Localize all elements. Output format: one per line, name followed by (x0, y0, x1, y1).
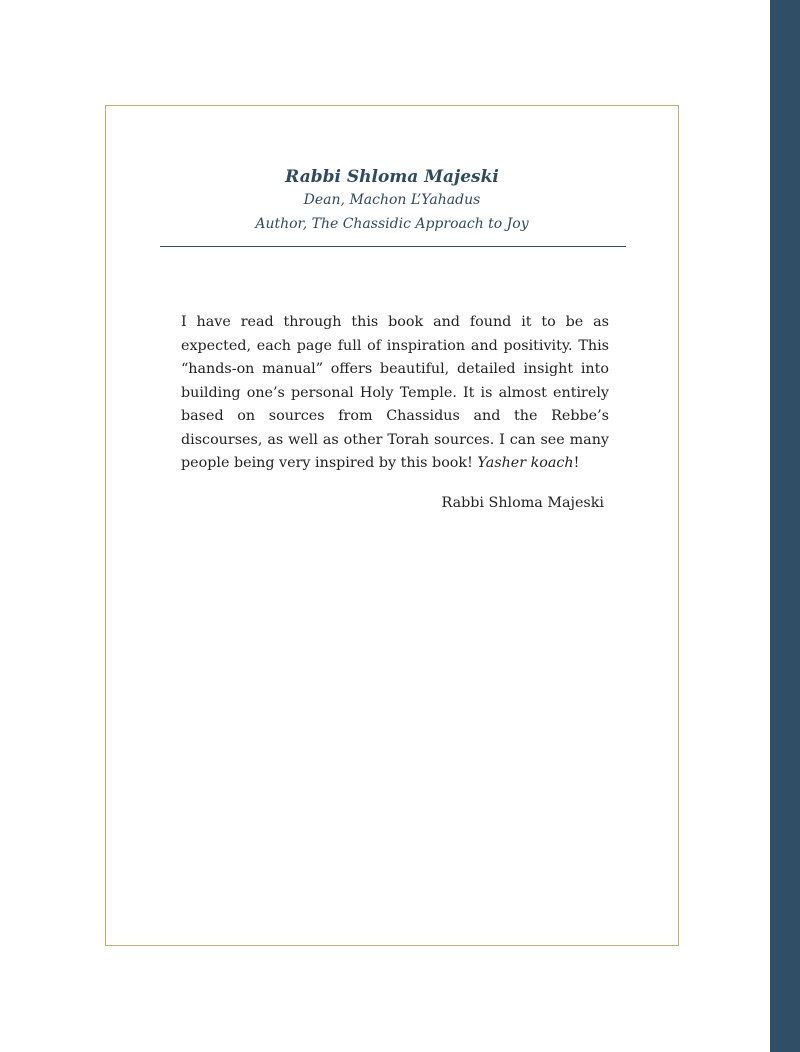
endorsement-text-main: I have read through this book and found it to be as expected, each page full of inspiration and positivity. This “hands-on manual” offers beautiful, detailed insight into building one’s personal Holy Temple. It is almost entirely based on sources from Chassidus and the Rebbe’s discourses, as well as other Torah sources. I can see many people being very inspired by this book! (181, 314, 609, 471)
signature: Rabbi Shloma Majeski (441, 495, 604, 511)
author-title-dean: Dean, Machon L’Yahadus (303, 192, 481, 208)
endorsement-frame (105, 105, 679, 946)
endorsement-header (106, 166, 678, 236)
author-title-book: Author, The Chassidic Approach to Joy (255, 216, 529, 232)
author-name: Rabbi Shloma Majeski (285, 167, 499, 187)
header-divider (160, 246, 626, 247)
endorsement-text-end: ! (573, 455, 580, 471)
endorsement-text-emphasis: Yasher koach (477, 455, 574, 471)
side-accent-bar (770, 0, 800, 1052)
endorsement-text (181, 311, 609, 476)
